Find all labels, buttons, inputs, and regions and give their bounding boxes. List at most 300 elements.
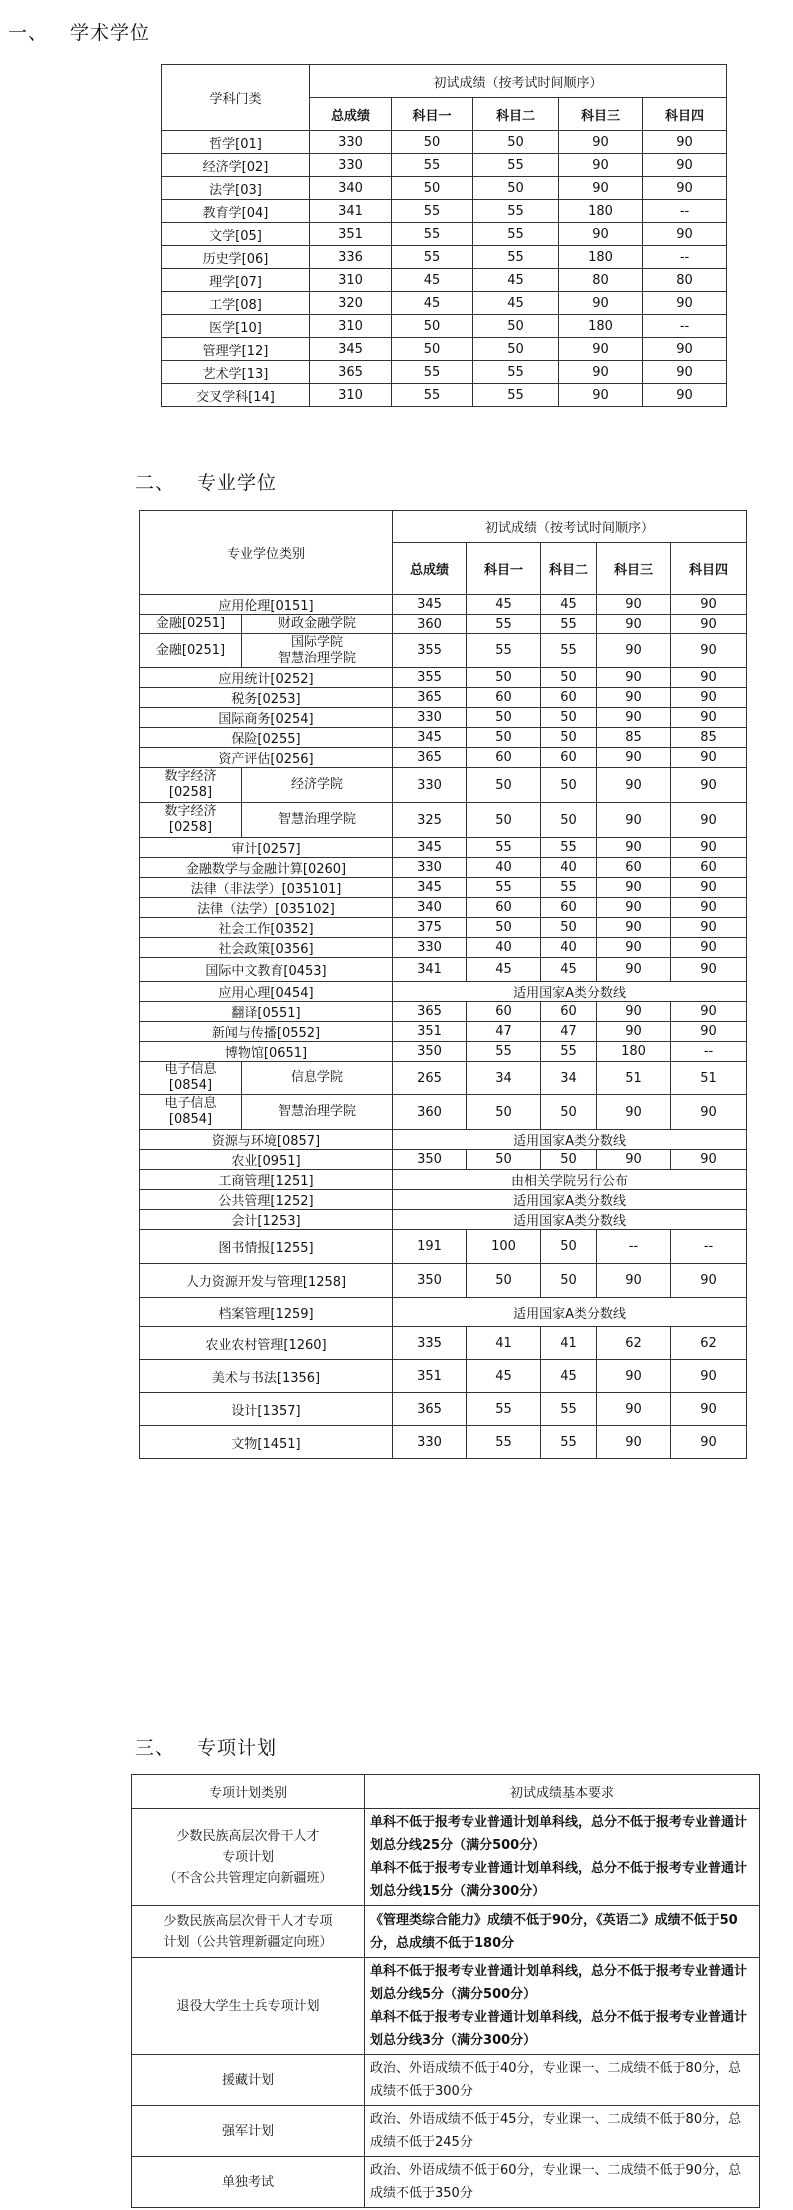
table-row	[140, 858, 747, 878]
category-cell: 理学[07]	[162, 269, 310, 292]
subject3-cell: 90	[597, 1002, 671, 1022]
subject4-cell: --	[643, 315, 727, 338]
table-row	[140, 1264, 747, 1298]
category-cell: 农业农村管理[1260]	[140, 1327, 393, 1360]
table-row	[140, 1042, 747, 1062]
section-heading-professional	[135, 468, 277, 495]
subject3-cell: 90	[597, 898, 671, 918]
subject1-cell: 55	[392, 200, 473, 223]
subject3-cell: 51	[597, 1062, 671, 1095]
table-row	[140, 634, 747, 668]
table-row	[140, 918, 747, 938]
subject4-cell: 85	[671, 728, 747, 748]
note-cell: 适用国家A类分数线	[393, 982, 747, 1002]
subject4-cell: 90	[671, 803, 747, 838]
subject3-cell: 90	[559, 338, 643, 361]
subject3-cell: 90	[597, 668, 671, 688]
subject1-cell: 50	[392, 315, 473, 338]
table-row	[140, 595, 747, 615]
category-cell: 社会工作[0352]	[140, 918, 393, 938]
note-cell: 适用国家A类分数线	[393, 1130, 747, 1150]
subject2-cell: 50	[473, 177, 559, 200]
plan-category-cell: 少数民族高层次骨干人才 专项计划 （不含公共管理定向新疆班）	[132, 1809, 365, 1906]
category-cell: 法律（非法学）[035101]	[140, 878, 393, 898]
subject4-cell: 60	[671, 858, 747, 878]
table-row	[140, 938, 747, 958]
subject3-cell: 90	[597, 595, 671, 615]
subject2-cell: 50	[473, 315, 559, 338]
school-cell: 财政金融学院	[242, 615, 393, 634]
subject3-cell: 90	[597, 1095, 671, 1130]
table-row	[140, 878, 747, 898]
category-cell: 公共管理[1252]	[140, 1190, 393, 1210]
total-cell: 355	[393, 634, 467, 668]
col-header-subject2: 科目二	[541, 543, 597, 595]
subject2-cell: 50	[541, 918, 597, 938]
category-cell: 哲学[01]	[162, 131, 310, 154]
subject2-cell: 55	[541, 838, 597, 858]
section-heading-special	[135, 1733, 277, 1760]
subject3-cell: 90	[597, 1426, 671, 1459]
table-row	[162, 315, 727, 338]
subject1-cell: 60	[467, 748, 541, 768]
total-cell: 365	[393, 1002, 467, 1022]
total-cell: 340	[393, 898, 467, 918]
subject1-cell: 40	[467, 938, 541, 958]
subject3-cell: 90	[597, 748, 671, 768]
plan-category-cell: 单独考试	[132, 2157, 365, 2208]
subject2-cell: 55	[541, 1393, 597, 1426]
subject1-cell: 41	[467, 1327, 541, 1360]
total-cell: 330	[393, 768, 467, 803]
total-cell: 365	[393, 1393, 467, 1426]
col-header-subject3: 科目三	[559, 98, 643, 131]
category-cell: 国际商务[0254]	[140, 708, 393, 728]
note-cell: 适用国家A类分数线	[393, 1210, 747, 1230]
school-cell: 经济学院	[242, 768, 393, 803]
requirement-cell: 政治、外语成绩不低于40分，专业课一、二成绩不低于80分，总成绩不低于300分	[365, 2055, 760, 2106]
subject4-cell: --	[643, 200, 727, 223]
subject1-cell: 50	[467, 803, 541, 838]
subject2-cell: 40	[541, 858, 597, 878]
subject1-cell: 45	[392, 269, 473, 292]
total-cell: 351	[393, 1360, 467, 1393]
table-row	[162, 246, 727, 269]
category-cell: 法学[03]	[162, 177, 310, 200]
subject4-cell: 90	[671, 938, 747, 958]
table-row	[162, 223, 727, 246]
total-cell: 191	[393, 1230, 467, 1264]
table-row	[140, 982, 747, 1002]
category-cell: 资产评估[0256]	[140, 748, 393, 768]
table-row	[140, 1130, 747, 1150]
total-cell: 341	[310, 200, 392, 223]
section-heading-academic	[8, 18, 150, 45]
table-row	[140, 1190, 747, 1210]
subject4-cell: 90	[671, 1095, 747, 1130]
total-cell: 341	[393, 958, 467, 982]
subject4-cell: 90	[671, 768, 747, 803]
subject3-cell: 180	[559, 315, 643, 338]
col-header-subject2: 科目二	[473, 98, 559, 131]
category-cell: 会计[1253]	[140, 1210, 393, 1230]
category-cell: 应用统计[0252]	[140, 668, 393, 688]
subject2-cell: 55	[473, 384, 559, 407]
subject2-cell: 55	[473, 246, 559, 269]
category-cell: 经济学[02]	[162, 154, 310, 177]
subject3-cell: 80	[559, 269, 643, 292]
category-cell: 文学[05]	[162, 223, 310, 246]
subject3-cell: 90	[597, 878, 671, 898]
table-row	[140, 1230, 747, 1264]
special-plan-table	[131, 1774, 760, 2208]
category-cell: 档案管理[1259]	[140, 1298, 393, 1327]
total-cell: 340	[310, 177, 392, 200]
category-cell: 教育学[04]	[162, 200, 310, 223]
subject1-cell: 50	[467, 1150, 541, 1170]
subject4-cell: 90	[671, 1022, 747, 1042]
subject2-cell: 50	[541, 1264, 597, 1298]
subject1-cell: 50	[467, 1095, 541, 1130]
table-row	[162, 338, 727, 361]
total-cell: 365	[393, 748, 467, 768]
subject2-cell: 50	[473, 338, 559, 361]
subject1-cell: 50	[392, 131, 473, 154]
subject4-cell: 90	[671, 1264, 747, 1298]
table-row	[162, 177, 727, 200]
subject4-cell: 90	[671, 634, 747, 668]
subject2-cell: 50	[541, 728, 597, 748]
subject4-cell: 90	[671, 688, 747, 708]
subject4-cell: 90	[671, 838, 747, 858]
subject2-cell: 60	[541, 748, 597, 768]
section-title: 专项计划	[197, 1737, 278, 1759]
subject2-cell: 45	[541, 958, 597, 982]
table-row	[132, 1906, 760, 1958]
total-cell: 375	[393, 918, 467, 938]
subject4-cell: 90	[671, 1426, 747, 1459]
category-cell: 税务[0253]	[140, 688, 393, 708]
table-row	[140, 768, 747, 803]
subject4-cell: 90	[671, 1393, 747, 1426]
subject1-cell: 55	[467, 878, 541, 898]
subject2-cell: 50	[541, 668, 597, 688]
subject4-cell: 90	[671, 668, 747, 688]
table-row	[132, 2157, 760, 2208]
subject2-cell: 50	[541, 708, 597, 728]
subject4-cell: 90	[671, 748, 747, 768]
col-header-group: 初试成绩（按考试时间顺序）	[393, 511, 747, 543]
subject3-cell: 90	[597, 938, 671, 958]
category-cell: 工商管理[1251]	[140, 1170, 393, 1190]
total-cell: 310	[310, 384, 392, 407]
subject2-cell: 55	[473, 154, 559, 177]
subject3-cell: 180	[559, 200, 643, 223]
subject4-cell: 90	[671, 595, 747, 615]
subject3-cell: 180	[597, 1042, 671, 1062]
requirement-cell: 单科不低于报考专业普通计划单科线，总分不低于报考专业普通计划总分线25分（满分500分） 单科不低于报考专业普通计划单科线，总分不低于报考专业普通计划总分线15分（满分300分）	[365, 1809, 760, 1906]
total-cell: 330	[393, 858, 467, 878]
category-cell: 艺术学[13]	[162, 361, 310, 384]
total-cell: 345	[393, 595, 467, 615]
subject3-cell: 90	[559, 292, 643, 315]
subject1-cell: 50	[467, 728, 541, 748]
subject2-cell: 60	[541, 898, 597, 918]
subject4-cell: 90	[643, 292, 727, 315]
col-header-subject3: 科目三	[597, 543, 671, 595]
col-header-subject1: 科目一	[392, 98, 473, 131]
table-row	[140, 708, 747, 728]
subject1-cell: 55	[467, 615, 541, 634]
subject4-cell: 80	[643, 269, 727, 292]
subject2-cell: 47	[541, 1022, 597, 1042]
category-cell: 交叉学科[14]	[162, 384, 310, 407]
subject4-cell: 62	[671, 1327, 747, 1360]
table-row	[140, 1360, 747, 1393]
subject1-cell: 55	[467, 634, 541, 668]
subject2-cell: 41	[541, 1327, 597, 1360]
subject3-cell: 90	[597, 768, 671, 803]
total-cell: 365	[310, 361, 392, 384]
table-row	[132, 1958, 760, 2055]
subject3-cell: 90	[597, 634, 671, 668]
table-row	[162, 154, 727, 177]
subject3-cell: 90	[597, 1022, 671, 1042]
category-cell: 历史学[06]	[162, 246, 310, 269]
subject3-cell: 90	[559, 223, 643, 246]
subject4-cell: 90	[671, 708, 747, 728]
subject3-cell: 90	[559, 154, 643, 177]
table-row	[140, 958, 747, 982]
col-header-group: 初试成绩（按考试时间顺序）	[310, 65, 727, 98]
table-row	[140, 1393, 747, 1426]
total-cell: 336	[310, 246, 392, 269]
subject3-cell: 90	[597, 918, 671, 938]
subject4-cell: --	[643, 246, 727, 269]
subject1-cell: 45	[467, 958, 541, 982]
subject1-cell: 55	[392, 246, 473, 269]
subject1-cell: 55	[467, 1393, 541, 1426]
subject4-cell: --	[671, 1230, 747, 1264]
requirement-cell: 单科不低于报考专业普通计划单科线，总分不低于报考专业普通计划总分线5分（满分500分） 单科不低于报考专业普通计划单科线，总分不低于报考专业普通计划总分线3分（满分300分）	[365, 1958, 760, 2055]
total-cell: 360	[393, 615, 467, 634]
table-row	[140, 1150, 747, 1170]
subject3-cell: 90	[597, 1264, 671, 1298]
category-cell: 翻译[0551]	[140, 1002, 393, 1022]
requirement-cell: 政治、外语成绩不低于45分，专业课一、二成绩不低于80分，总成绩不低于245分	[365, 2106, 760, 2157]
table-row	[140, 748, 747, 768]
subject2-cell: 60	[541, 1002, 597, 1022]
subject4-cell: 90	[671, 615, 747, 634]
school-cell: 信息学院	[242, 1062, 393, 1095]
category-cell: 美术与书法[1356]	[140, 1360, 393, 1393]
requirement-cell: 政治、外语成绩不低于60分，专业课一、二成绩不低于90分，总成绩不低于350分	[365, 2157, 760, 2208]
category-cell: 文物[1451]	[140, 1426, 393, 1459]
subject4-cell: 90	[643, 338, 727, 361]
category-cell: 审计[0257]	[140, 838, 393, 858]
subject4-cell: 90	[671, 918, 747, 938]
subject2-cell: 50	[541, 1150, 597, 1170]
category-cell: 农业[0951]	[140, 1150, 393, 1170]
category-cell: 金融[0251]	[140, 634, 242, 668]
subject3-cell: 90	[597, 1393, 671, 1426]
col-header-subject4: 科目四	[643, 98, 727, 131]
section-title: 专业学位	[197, 472, 278, 494]
table-row	[162, 361, 727, 384]
category-cell: 国际中文教育[0453]	[140, 958, 393, 982]
category-cell: 应用心理[0454]	[140, 982, 393, 1002]
table-row	[140, 1298, 747, 1327]
table-row	[140, 688, 747, 708]
subject1-cell: 45	[467, 1360, 541, 1393]
table-row	[140, 1062, 747, 1095]
table-row	[132, 2055, 760, 2106]
subject4-cell: 90	[643, 177, 727, 200]
total-cell: 330	[393, 938, 467, 958]
subject2-cell: 55	[541, 615, 597, 634]
table-row	[162, 269, 727, 292]
subject1-cell: 55	[392, 361, 473, 384]
note-cell: 适用国家A类分数线	[393, 1190, 747, 1210]
subject3-cell: 90	[597, 1150, 671, 1170]
subject1-cell: 60	[467, 688, 541, 708]
plan-category-cell: 强军计划	[132, 2106, 365, 2157]
total-cell: 345	[393, 878, 467, 898]
category-cell: 管理学[12]	[162, 338, 310, 361]
category-cell: 社会政策[0356]	[140, 938, 393, 958]
subject3-cell: 180	[559, 246, 643, 269]
subject3-cell: 90	[597, 958, 671, 982]
total-cell: 320	[310, 292, 392, 315]
subject1-cell: 55	[467, 1426, 541, 1459]
subject4-cell: 90	[643, 361, 727, 384]
total-cell: 350	[393, 1150, 467, 1170]
table-row	[140, 1426, 747, 1459]
total-cell: 310	[310, 315, 392, 338]
table-row	[140, 1022, 747, 1042]
table-row	[140, 1002, 747, 1022]
note-cell: 适用国家A类分数线	[393, 1298, 747, 1327]
category-cell: 保险[0255]	[140, 728, 393, 748]
school-cell: 智慧治理学院	[242, 803, 393, 838]
subject1-cell: 55	[392, 154, 473, 177]
table-row	[140, 728, 747, 748]
subject3-cell: 90	[559, 131, 643, 154]
category-cell: 数字经济 [0258]	[140, 803, 242, 838]
col-header-requirement: 初试成绩基本要求	[365, 1775, 760, 1809]
subject4-cell: 90	[643, 384, 727, 407]
total-cell: 330	[393, 708, 467, 728]
table-row	[162, 384, 727, 407]
subject4-cell: --	[671, 1042, 747, 1062]
table-row	[162, 292, 727, 315]
total-cell: 345	[393, 838, 467, 858]
subject4-cell: 90	[671, 1360, 747, 1393]
note-cell: 由相关学院另行公布	[393, 1170, 747, 1190]
table-row	[140, 615, 747, 634]
subject2-cell: 50	[541, 803, 597, 838]
table-row	[140, 803, 747, 838]
total-cell: 310	[310, 269, 392, 292]
subject1-cell: 34	[467, 1062, 541, 1095]
total-cell: 365	[393, 688, 467, 708]
subject4-cell: 90	[671, 1150, 747, 1170]
total-cell: 325	[393, 803, 467, 838]
table-row	[140, 668, 747, 688]
subject2-cell: 55	[473, 361, 559, 384]
subject3-cell: 85	[597, 728, 671, 748]
total-cell: 330	[393, 1426, 467, 1459]
subject3-cell: 90	[597, 803, 671, 838]
category-cell: 金融[0251]	[140, 615, 242, 634]
subject2-cell: 50	[541, 1095, 597, 1130]
subject3-cell: 90	[597, 615, 671, 634]
category-cell: 电子信息 [0854]	[140, 1062, 242, 1095]
subject2-cell: 45	[473, 292, 559, 315]
school-cell: 智慧治理学院	[242, 1095, 393, 1130]
subject1-cell: 50	[467, 668, 541, 688]
subject2-cell: 55	[473, 223, 559, 246]
col-header-total: 总成绩	[310, 98, 392, 131]
subject2-cell: 40	[541, 938, 597, 958]
table-row	[162, 200, 727, 223]
subject3-cell: 90	[559, 361, 643, 384]
subject1-cell: 100	[467, 1230, 541, 1264]
total-cell: 360	[393, 1095, 467, 1130]
subject1-cell: 50	[392, 177, 473, 200]
total-cell: 355	[393, 668, 467, 688]
academic-score-table	[161, 64, 727, 407]
total-cell: 345	[393, 728, 467, 748]
total-cell: 351	[393, 1022, 467, 1042]
plan-category-cell: 少数民族高层次骨干人才专项 计划（公共管理新疆定向班）	[132, 1906, 365, 1958]
subject3-cell: 90	[597, 708, 671, 728]
subject4-cell: 90	[671, 898, 747, 918]
subject1-cell: 50	[467, 1264, 541, 1298]
category-cell: 法律（法学）[035102]	[140, 898, 393, 918]
subject3-cell: 90	[597, 838, 671, 858]
subject1-cell: 55	[467, 1042, 541, 1062]
subject4-cell: 90	[643, 154, 727, 177]
subject2-cell: 60	[541, 688, 597, 708]
col-header-subject4: 科目四	[671, 543, 747, 595]
category-cell: 金融数学与金融计算[0260]	[140, 858, 393, 878]
total-cell: 330	[310, 131, 392, 154]
subject1-cell: 50	[467, 768, 541, 803]
col-header-plan-category: 专项计划类别	[132, 1775, 365, 1809]
subject3-cell: 90	[559, 177, 643, 200]
subject1-cell: 55	[392, 223, 473, 246]
subject1-cell: 55	[392, 384, 473, 407]
subject1-cell: 45	[467, 595, 541, 615]
subject3-cell: --	[597, 1230, 671, 1264]
subject2-cell: 55	[541, 878, 597, 898]
subject2-cell: 45	[541, 1360, 597, 1393]
total-cell: 350	[393, 1264, 467, 1298]
col-header-category: 学科门类	[162, 65, 310, 131]
plan-category-cell: 退役大学生士兵专项计划	[132, 1958, 365, 2055]
subject1-cell: 47	[467, 1022, 541, 1042]
subject1-cell: 55	[467, 838, 541, 858]
category-cell: 图书情报[1255]	[140, 1230, 393, 1264]
subject4-cell: 90	[671, 1002, 747, 1022]
section-title: 学术学位	[70, 22, 151, 44]
subject2-cell: 34	[541, 1062, 597, 1095]
subject4-cell: 90	[671, 878, 747, 898]
category-cell: 电子信息 [0854]	[140, 1095, 242, 1130]
subject4-cell: 51	[671, 1062, 747, 1095]
col-header-category: 专业学位类别	[140, 511, 393, 595]
